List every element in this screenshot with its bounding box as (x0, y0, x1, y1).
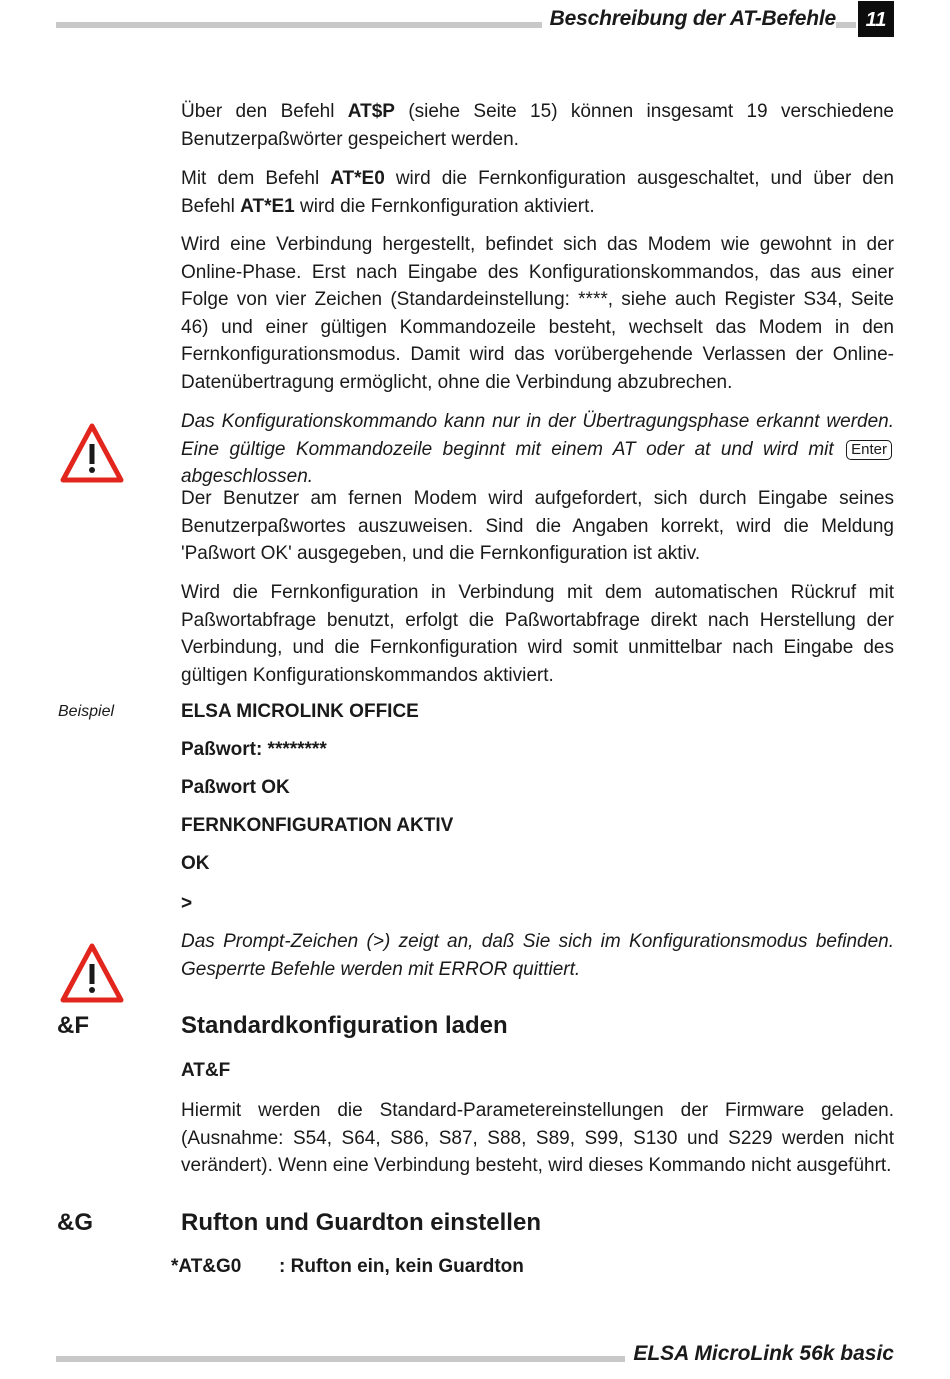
note1-pre: Das Konfigurationskommando kann nur in der Übertragungsphase erkannt werden. Eine gültige Kommandozeile beginnt mit einem AT oder at und wird mit (181, 411, 894, 460)
para2-post: wird die Fernkonfiguration aktiviert. (294, 195, 595, 217)
command-ate0: AT*E0 (330, 168, 385, 189)
paragraph-user-passwords (181, 98, 894, 153)
option-description: : Rufton ein, kein Guardton (279, 1256, 524, 1277)
paragraph-remote-config-switch (181, 165, 894, 220)
section-syntax-f: AT&F (181, 1060, 231, 1081)
option-command: *AT&G0 (171, 1256, 242, 1277)
header-title: Beschreibung der AT-Befehle (542, 7, 836, 31)
footer-title: ELSA MicroLink 56k basic (625, 1342, 894, 1366)
example-line: Paßwort OK (181, 777, 290, 798)
note1-post: abgeschlossen. (181, 466, 314, 488)
paragraph-online-phase: Wird eine Verbindung hergestellt, befindet sich das Modem wie gewohnt in der Online-Phase. Erst nach Eingabe des Konfigurationskommandos, das aus einer Folge von vier Zeichen (Standardeinstellung: ****, siehe auch Register S34, Seite 46) und einer gültigen Kommandozeile besteht, wechselt das Modem in den Fernkonfigurationsmodus. Damit wird das vorübergehende Verlassen der Online-Datenübertragung ermöglicht, ohne die Verbindung abzubrechen. (181, 234, 894, 393)
para1-pre: Über den Befehl (181, 101, 348, 122)
paragraph-callback: Wird die Fernkonfiguration in Verbindung mit dem automatischen Rückruf mit Paßwortabfrage benutzt, erfolgt die Paßwortabfrage direkt nach Herstellung der Verbindung, und die Fernkonfiguration wird somit unmittelbar nach Eingabe des gültigen Konfigurationskommandos aktiviert. (181, 582, 894, 686)
command-atp: AT$P (347, 101, 395, 122)
section-command-g: &G (57, 1209, 93, 1236)
note-command-recognition (181, 408, 894, 491)
para1-post: (siehe Seite 15) können insgesamt 19 verschiedene Benutzerpaßwörter gespeichert werden. (181, 101, 894, 150)
section-command-f: &F (57, 1012, 89, 1039)
para2-pre: Mit dem Befehl (181, 168, 331, 189)
example-line: > (181, 893, 193, 914)
page-number: 11 (858, 1, 894, 37)
enter-key: Enter (846, 440, 892, 460)
warning-icon (58, 940, 126, 1006)
note-prompt-character: Das Prompt-Zeichen (>) zeigt an, daß Sie sich im Konfigurationsmodus befinden. Gesperrte Befehle werden mit ERROR quittiert. (181, 931, 894, 980)
paragraph-password-prompt: Der Benutzer am fernen Modem wird aufgefordert, sich durch Eingabe seines Benutzerpaßwortes auszuweisen. Sind die Angaben korrekt, wird die Meldung 'Paßwort OK' ausgegeben, und die Fernkonfiguration ist aktiv. (181, 488, 894, 565)
warning-icon (58, 420, 126, 486)
command-ate1: AT*E1 (240, 195, 295, 217)
example-line: ELSA MICROLINK OFFICE (181, 701, 419, 722)
para2-mid: wird die Fernkonfiguration ausgeschaltet, und über den Befehl (181, 168, 895, 217)
example-label: Beispiel (58, 703, 115, 720)
section-text-f: Hiermit werden die Standard-Parametereinstellungen der Firmware geladen. (Ausnahme: S54, S64, S86, S87, S88, S89, S99, S130 und S229 werden nicht verändert). Wenn eine Verbindung besteht, wird dieses Kommando nicht ausgeführt. (181, 1100, 894, 1177)
example-line: FERNKONFIGURATION AKTIV (181, 815, 454, 836)
example-line: OK (181, 853, 210, 874)
example-line: Paßwort: ******** (181, 739, 327, 760)
section-title-g: Rufton und Guardton einstellen (181, 1209, 541, 1236)
section-title-f: Standardkonfiguration laden (181, 1012, 508, 1039)
